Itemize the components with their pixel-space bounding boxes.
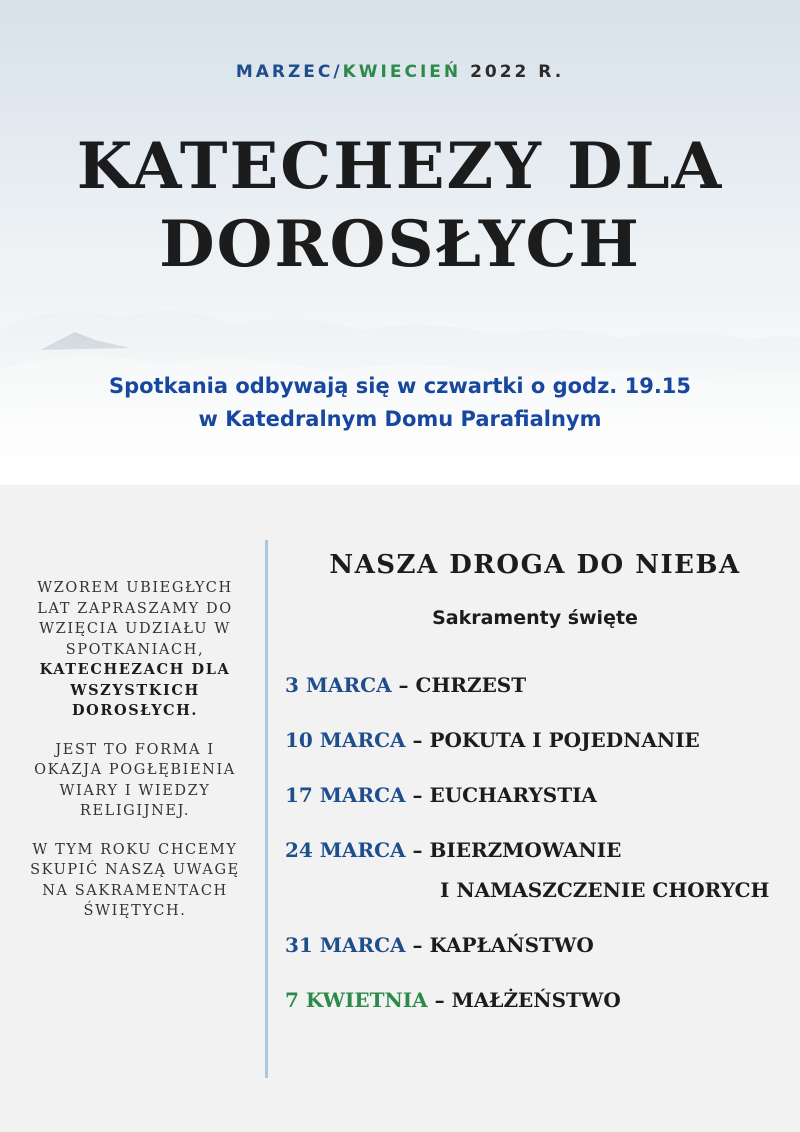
section-title: NASZA DROGA DO NIEBA	[329, 550, 741, 580]
schedule-date: 3 MARCA	[285, 673, 392, 697]
schedule-item	[285, 838, 621, 862]
schedule-item	[285, 933, 594, 957]
meeting-place: w Katedralnym Domu Parafialnym	[198, 407, 602, 431]
date-line	[0, 62, 800, 82]
title-line-1: KATECHEZY DLA	[76, 129, 724, 204]
schedule-dash: –	[405, 783, 430, 807]
date-year: 2022 R.	[470, 62, 565, 82]
schedule-topic: KAPŁAŃSTWO	[429, 933, 594, 957]
section-subtitle: Sakramenty święte	[432, 607, 638, 629]
schedule-topic-continuation: I NAMASZCZENIE CHORYCH	[440, 878, 770, 902]
schedule-date: 17 MARCA	[285, 783, 406, 807]
column-divider	[265, 540, 268, 1078]
schedule-dash: –	[405, 838, 430, 862]
schedule-dash: –	[405, 728, 430, 752]
schedule-date: 24 MARCA	[285, 838, 406, 862]
schedule-dash: –	[391, 673, 416, 697]
invitation-intro: WZOREM UBIEGŁYCH LAT ZAPRASZAMY DO WZIĘCIA UDZIAŁU W SPOTKANIACH,	[37, 580, 233, 658]
invitation-paragraph-2: JEST TO FORMA I OKAZJA POGŁĘBIENIA WIARY I WIEDZY RELIGIJNEJ.	[34, 741, 236, 819]
meeting-info	[0, 370, 800, 436]
schedule-topic: MAŁŻEŃSTWO	[451, 988, 621, 1012]
invitation-highlight: KATECHEZACH DLA WSZYSTKICH DOROSŁYCH.	[39, 661, 231, 719]
schedule-item	[285, 673, 526, 697]
schedule-item	[285, 728, 700, 752]
schedule-topic: POKUTA I POJEDNANIE	[429, 728, 700, 752]
invitation-paragraph-3: W TYM ROKU CHCEMY SKUPIĆ NASZĄ UWAGĘ NA SAKRAMENTACH ŚWIĘTYCH.	[30, 841, 240, 919]
schedule-topic: BIERZMOWANIE	[429, 838, 622, 862]
schedule-item	[285, 988, 621, 1012]
schedule-topic: EUCHARYSTIA	[429, 783, 597, 807]
date-month-march: MARZEC	[235, 62, 334, 82]
page-title	[0, 128, 800, 284]
meeting-time: Spotkania odbywają się w czwartki o godz. 19.15	[108, 374, 692, 398]
invitation-paragraph-1	[30, 578, 240, 722]
title-line-2: DOROSŁYCH	[159, 207, 641, 282]
schedule-date: 10 MARCA	[285, 728, 406, 752]
schedule-dash: –	[427, 988, 452, 1012]
schedule-dash: –	[405, 933, 430, 957]
schedule-item	[285, 783, 597, 807]
schedule-date: 7 KWIETNIA	[285, 988, 428, 1012]
schedule-date: 31 MARCA	[285, 933, 406, 957]
invitation-text	[30, 578, 240, 940]
date-separator: /	[333, 62, 343, 82]
date-month-april: KWIECIEŃ	[342, 62, 462, 82]
sky-header-background	[0, 0, 800, 485]
schedule-topic: CHRZEST	[415, 673, 527, 697]
